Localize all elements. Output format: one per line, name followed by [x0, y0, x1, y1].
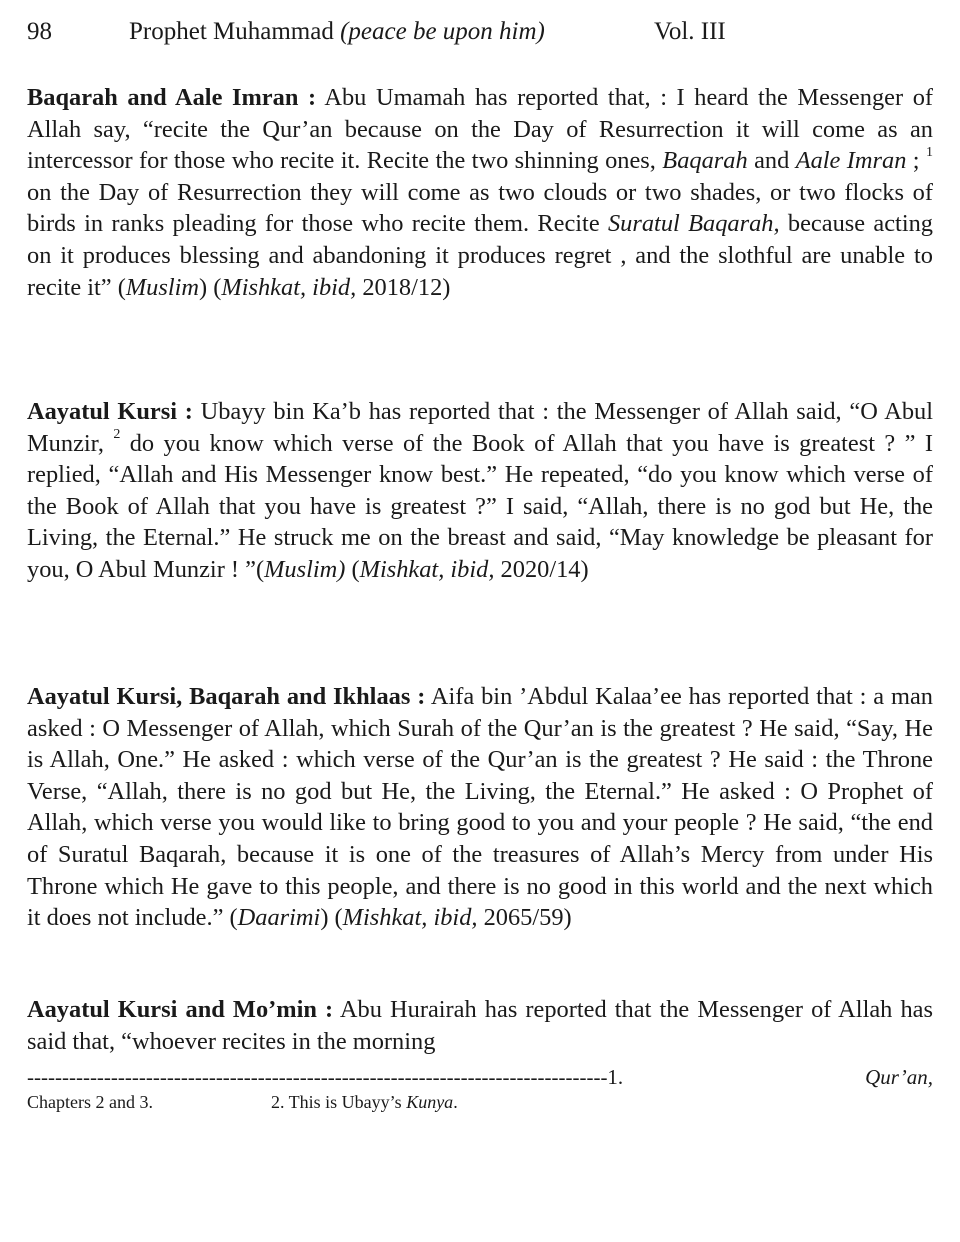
body-text: ) (: [320, 904, 343, 932]
section-aayatul-kursi: [27, 396, 933, 586]
body-text: 2065/59): [477, 904, 572, 932]
book-title: [129, 18, 545, 46]
footnote-1-tail: Qur’an,: [865, 1065, 933, 1089]
italic-term: Suratul Baqarah,: [607, 210, 780, 238]
section-heading: Aayatul Kursi, Baqarah and Ikhlaas :: [27, 683, 426, 710]
body-text: Abu Umamah has reported that, : I heard the Messenger of Allah say, “recite the Qur’an because on the Day of Resurrection it will come as an intercessor for those who recite it. Recite the two shinning ones,: [27, 84, 934, 175]
italic-citation: Muslim: [125, 273, 200, 301]
italic-citation: Muslim): [264, 555, 346, 583]
italic-citation: Mishkat, ibid,: [221, 273, 357, 301]
body-text: on the Day of Resurrection they will come as two clouds or two shades, or two flocks of birds in ranks pleading for those who recite them. Recite: [27, 178, 933, 238]
section-kursi-baqarah-ikhlaas: [27, 681, 933, 934]
body-text: do you know which verse of the Book of Allah that you have is greatest ? ” I replied, “Allah and His Messenger know best.” He repeated, “do you know which verse of the Book of Allah that you have is greatest ?” I said, “Allah, there is no god but He, the Living, the Eternal.” He struck me on the breast and said, “May knowledge be pleasant for you, O Abul Munzir ! ”(: [27, 429, 933, 583]
body-text: 2020/14): [494, 555, 589, 583]
body-text: Ubayy bin Ka’b has reported that : the Messenger of Allah said, “O Abul Munzir,: [27, 398, 933, 457]
page-number: 98: [27, 18, 52, 45]
italic-term: Aale Imran: [795, 147, 907, 175]
footnote-2-text: 2. This is Ubayy’s: [271, 1092, 407, 1112]
running-header: [27, 18, 933, 52]
section-baqarah-aale-imran: [27, 82, 933, 303]
footnote-2: [271, 1091, 458, 1113]
book-subtitle: (peace be upon him): [340, 18, 545, 45]
body-text: and: [747, 147, 796, 175]
footnote-rule: -----------------------------------------------------------------------------------1.: [27, 1065, 624, 1089]
section-heading: Aayatul Kursi :: [27, 398, 193, 425]
body-text: ) (: [199, 273, 222, 301]
footnote-ref: 1: [925, 145, 933, 161]
body-text: ;: [906, 147, 926, 175]
body-text: Abu Hurairah has reported that the Messenger of Allah has said that, “whoever recites in the morning: [27, 996, 933, 1055]
body-text: because acting on it produces blessing and abandoning it produces regret , and the slothful are unable to recite it” (: [27, 210, 933, 301]
footnote-separator: [27, 1065, 933, 1089]
footnote-2-italic: Kunya: [406, 1092, 454, 1112]
italic-citation: Daarimi: [237, 904, 321, 932]
section-heading: Aayatul Kursi and Mo’min :: [27, 996, 334, 1023]
book-title-main: Prophet Muhammad: [129, 18, 334, 45]
section-heading: Baqarah and Aale Imran :: [27, 84, 317, 111]
body-text: (: [345, 555, 360, 583]
footnote-1-continuation: Chapters 2 and 3.: [27, 1092, 153, 1112]
body-text: 2018/12): [356, 273, 451, 301]
volume-label: Vol. III: [654, 18, 726, 45]
section-kursi-momin: [27, 994, 933, 1057]
footnote-ref: 2: [113, 427, 121, 443]
body-text: Aifa bin ’Abdul Kalaa’ee has reported that : a man asked : O Messenger of Allah, which Surah of the Qur’an is the greatest ? He said, “Say, He is Allah, One.” He asked : which verse of the Qur’an is the greatest ? He said : the Throne Verse, “Allah, there is no god but He, the Living, the Eternal.” He asked : O Prophet of Allah, which verse you would like to bring good to you and your people ? He said, “the end of Suratul Baqarah, because it is one of the treasures of Allah’s Mercy from under His Throne which He gave to this people, and there is no good in this world and the next which it does not include.” (: [27, 683, 933, 932]
footnote-2-end: .: [453, 1092, 458, 1112]
italic-term: Baqarah: [662, 147, 748, 175]
italic-citation: Mishkat, ibid,: [359, 555, 495, 583]
italic-citation: Mishkat, ibid,: [342, 904, 478, 932]
